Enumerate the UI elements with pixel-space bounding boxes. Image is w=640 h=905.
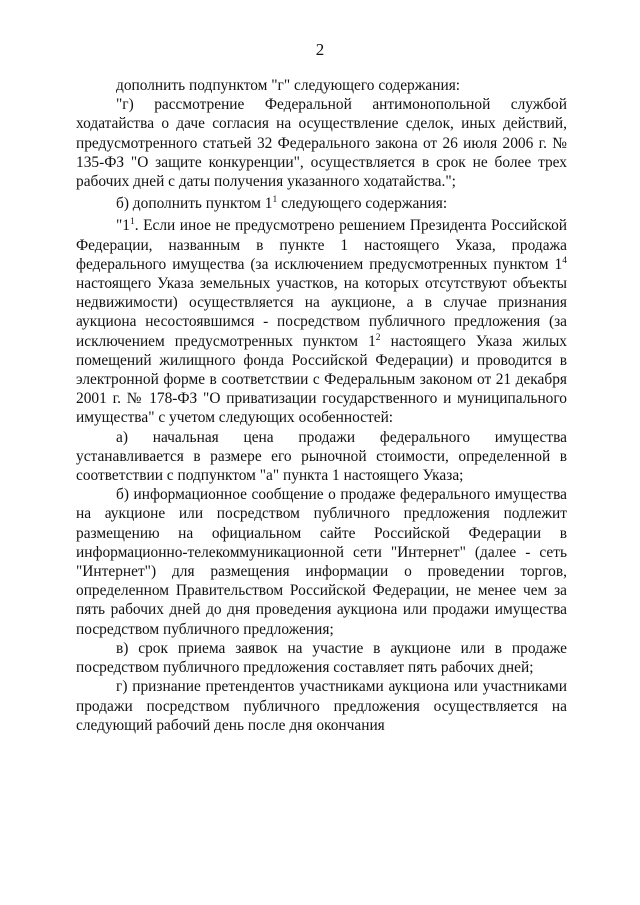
- paragraph-subitem-a: а) начальная цена продажи федерального имущества устанавливается в размере его рыночной стоимости, определенной в соответствии с подпунктом "а" пункта 1 настоящего Указа;: [76, 428, 567, 485]
- superscript: 4: [562, 255, 567, 266]
- text-run: б) дополнить пунктом 1: [116, 195, 273, 213]
- superscript: 1: [272, 195, 278, 206]
- paragraph-subitem-g2: г) признание претендентов участниками аукциона или участниками продажи посредством публичного предложения осуществляется на следующий рабочий день после дня окончания: [76, 678, 567, 734]
- text-run: настоящего Указа земельных участков, на которых отсутствуют объекты недвижимости) осуществляется на аукционе, а в случае признания аукциона несостоявшимся - посредством публичного предложения (за исключением предусмотренных пунктом 1: [76, 275, 567, 350]
- text-run: . Если иное не предусмотрено решением Президента Российской Федерации, названным в пункте 1 настоящего Указа, продажа федерального имущества (за исключением предусмотренных пунктом 1: [76, 217, 567, 273]
- document-body: [76, 76, 567, 735]
- paragraph-subitem-g: "г) рассмотрение Федеральной антимонопольной службой ходатайства о даче согласия на осуществление сделок, иных действий, предусмотренного статьей 32 Федерального закона от 26 июля 2006 г. № 135-ФЗ "О защите конкуренции", осуществляется в срок не более трех рабочих дней с даты получения указанного ходатайства.";: [76, 96, 567, 191]
- page-number: 2: [315, 40, 325, 59]
- paragraph-subitem-b: б) информационное сообщение о продаже федерального имущества на аукционе или посредством публичного предложения подлежит размещению на официальном сайте Российской Федерации в информационно-телекоммуникационной сети "Интернет" (далее - сеть "Интернет") для размещения информации о проведении торгов, определенном Правительством Российской Федерации, не менее чем за пять рабочих дней до дня проведения аукциона или продажи имущества посредством публичного предложения;: [76, 486, 567, 638]
- superscript: 1: [129, 217, 135, 228]
- text-run: "1: [116, 217, 130, 235]
- text-run: настоящего Указа жилых помещений жилищного фонда Российской Федерации) и проводится в электронной форме в соответствии с Федеральным законом от 21 декабря 2001 г. № 178-ФЗ "О приватизации государственного и муниципального имущества" с учетом следующих особенностей:: [76, 332, 567, 427]
- paragraph-point-1-1: [76, 216, 567, 427]
- paragraph-intro: дополнить подпунктом "г" следующего содержания:: [116, 77, 461, 94]
- text-run: следующего содержания:: [277, 195, 448, 213]
- paragraph-subitem-v: в) срок приема заявок на участие в аукционе или в продаже посредством публичного предложения составляет пять рабочих дней;: [76, 639, 567, 677]
- paragraph-item-b: [76, 194, 567, 213]
- superscript: 2: [375, 332, 381, 343]
